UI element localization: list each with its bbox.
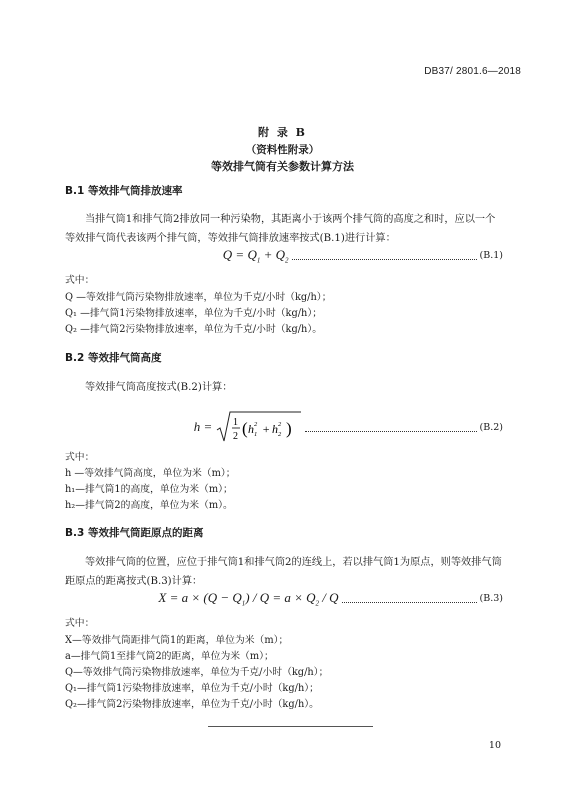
definition-line: Q₂—排气筒2污染物排放速率，单位为千克/小时（kg/h）。	[65, 699, 319, 710]
equation-b3-formula: $X = a \times (Q - Q_1) / Q = a \times Q_2 / Q$	[158, 590, 339, 608]
definition-line: Q₁ —排气筒1污染物排放速率，单位为千克/小时（kg/h）；	[65, 308, 323, 319]
svg-text:2: 2	[232, 431, 238, 442]
svg-text:1: 1	[253, 431, 257, 438]
equation-number: (B.2)	[479, 421, 503, 433]
svg-text:h: h	[271, 422, 278, 436]
definition-line: a—排气筒1至排气筒2的距离，单位为米（m）；	[65, 651, 274, 662]
appendix-name: 等效排气筒有关参数计算方法	[211, 160, 354, 173]
section-paragraph-b1: 当排气筒1和排气筒2排放同一种污染物，其距离小于该两个排气筒的高度之和时，应以一个等效排气筒代表该两个排气筒，等效排气筒排放速率按式(B.1)进行计算：	[65, 214, 496, 244]
definition-line: Q—等效排气筒污染物排放速率，单位为千克/小时（kg/h）；	[65, 667, 329, 678]
section-heading-b1: B.1 等效排气筒排放速率	[65, 185, 183, 197]
svg-text:+: +	[261, 422, 270, 436]
svg-text:h: h	[247, 422, 254, 436]
where-label: 式中：	[65, 275, 95, 286]
equation-leader-dots	[342, 602, 477, 603]
definition-line: h₁—排气筒1的高度，单位为米（m）；	[65, 484, 233, 495]
definition-line: Q₁—排气筒1污染物排放速率，单位为千克/小时（kg/h）；	[65, 683, 319, 694]
equation-leader-dots	[292, 259, 477, 260]
definition-line: h —等效排气筒高度，单位为米（m）；	[65, 468, 236, 479]
equation-number: (B.1)	[479, 250, 503, 262]
where-label: 式中：	[65, 452, 95, 463]
appendix-title: 附 录 B	[258, 126, 307, 139]
document-code: DB37/ 2801.6—2018	[424, 66, 521, 77]
section-paragraph-b3: 等效排气筒的位置，应位于排气筒1和排气筒2的连线上，若以排气筒1为原点，则等效排气筒距原点的距离按式(B.3)计算：	[65, 557, 502, 587]
section-paragraph-b2: 等效排气筒高度按式(B.2)计算：	[85, 382, 233, 393]
equation-b1-formula: $Q = Q_1 + Q_2$	[222, 247, 289, 265]
end-rule	[208, 726, 373, 727]
equation-b1	[223, 247, 503, 265]
where-label: 式中：	[65, 618, 95, 629]
equation-b3	[158, 590, 503, 608]
definition-line: Q —等效排气筒污染物排放速率，单位为千克/小时（kg/h）；	[65, 292, 332, 303]
equation-leader-dots	[305, 431, 477, 432]
svg-text:1: 1	[232, 417, 238, 428]
definition-line: X—等效排气筒距排气筒1的距离，单位为米（m）；	[65, 635, 289, 646]
definition-line: h₂—排气筒2的高度，单位为米（m）。	[65, 500, 233, 511]
svg-text:2: 2	[253, 421, 257, 428]
equation-b2-formula: h = 1 2 ( h 1 2 + h 2 2 )	[194, 410, 302, 444]
definition-line: Q₂ —排气筒2污染物排放速率，单位为千克/小时（kg/h）。	[65, 324, 323, 335]
svg-text:2: 2	[277, 421, 281, 428]
appendix-type: （资料性附录）	[245, 144, 320, 156]
svg-text:2: 2	[277, 431, 281, 438]
equation-number: (B.3)	[479, 593, 503, 605]
equation-b2	[194, 410, 503, 444]
svg-text:(: (	[241, 419, 248, 438]
page-number: 10	[488, 740, 501, 751]
section-heading-b3: B.3 等效排气筒距原点的距离	[65, 527, 204, 539]
section-heading-b2: B.2 等效排气筒高度	[65, 352, 162, 364]
svg-text:): )	[285, 419, 292, 438]
sqrt-radical	[216, 410, 302, 444]
